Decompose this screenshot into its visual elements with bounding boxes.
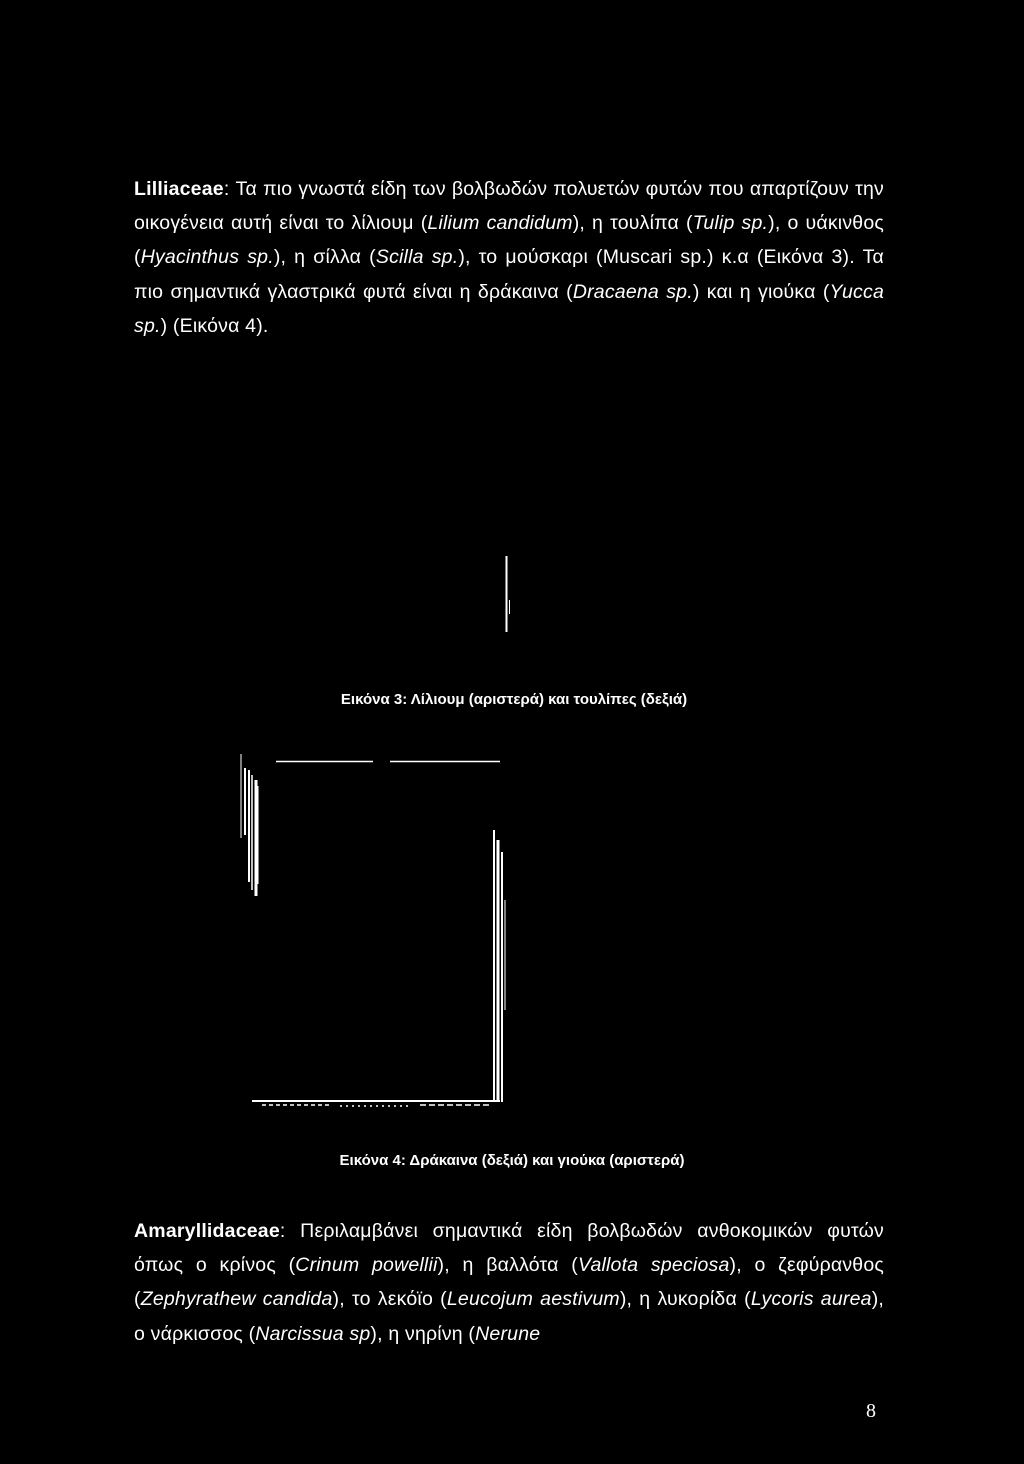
species-name: Crinum powellii	[295, 1254, 438, 1277]
species-name: Scilla sp.	[375, 246, 459, 269]
text-run: ), η τουλίπα (	[572, 212, 693, 235]
text-run: ), ο νάρκισσος (	[134, 1288, 884, 1345]
figure-4-caption: Εικόνα 4: Δράκαινα (δεξιά) και γιούκα (αριστερά)	[339, 1152, 685, 1169]
text-run: : Περιλαμβάνει σημαντικά είδη βολβωδών ανθοκομικών φυτών όπως ο κρίνος (	[134, 1220, 884, 1277]
text-run: ), ο ζεφύρανθος (	[134, 1254, 884, 1311]
text-run: ), η λυκορίδα (	[619, 1288, 751, 1311]
paragraph-amaryllidaceae	[134, 1214, 884, 1351]
species-name: Lilium candidum	[427, 212, 573, 235]
species-name: Yucca sp.	[134, 280, 885, 337]
page-number: 8	[866, 1400, 876, 1422]
figure-3-caption: Εικόνα 3: Λίλιουμ (αριστερά) και τουλίπες (δεξιά)	[340, 691, 688, 708]
text-run: ), το λεκόϊο (	[332, 1288, 447, 1311]
text-run: ), ο υάκινθος (	[134, 212, 884, 269]
species-name: Zephyrathew candida	[140, 1288, 333, 1311]
species-name: Dracaena sp.	[572, 280, 693, 303]
species-name: Hyacinthus sp.	[140, 246, 274, 269]
species-name: Leucojum aestivum	[446, 1288, 620, 1311]
term-lilliaceae: Lilliaceae	[134, 178, 224, 200]
text-run: ) και η γιούκα (	[692, 280, 830, 303]
species-name: Nerune	[475, 1322, 541, 1345]
text-run: ), το μούσκαρι (Muscari sp.) κ.α (Εικόνα 3). Τα πιο σημαντικά γλαστρικά φυτά είναι η δράκαινα (	[134, 246, 885, 303]
text-run: ), η βαλλότα (	[437, 1254, 578, 1277]
species-name: Vallota speciosa	[577, 1254, 730, 1277]
species-name: Tulip sp.	[692, 212, 769, 235]
text-run: : Τα πιο γνωστά είδη των βολβωδών πολυετών φυτών που απαρτίζουν την οικογένεια αυτή είναι το λίλιουμ (	[134, 178, 884, 235]
text-run: ) (Εικόνα 4).	[160, 314, 269, 337]
paragraph-body	[134, 178, 884, 337]
species-name: Narcissua sp	[255, 1322, 371, 1345]
term-amaryllidaceae: Amaryllidaceae	[134, 1220, 280, 1242]
species-name: Lycoris aurea	[750, 1288, 872, 1311]
text-run: ), η νηρίνη (	[370, 1322, 476, 1345]
text-run: ), η σίλλα (	[273, 246, 376, 269]
paragraph-lilliaceae	[134, 172, 884, 343]
